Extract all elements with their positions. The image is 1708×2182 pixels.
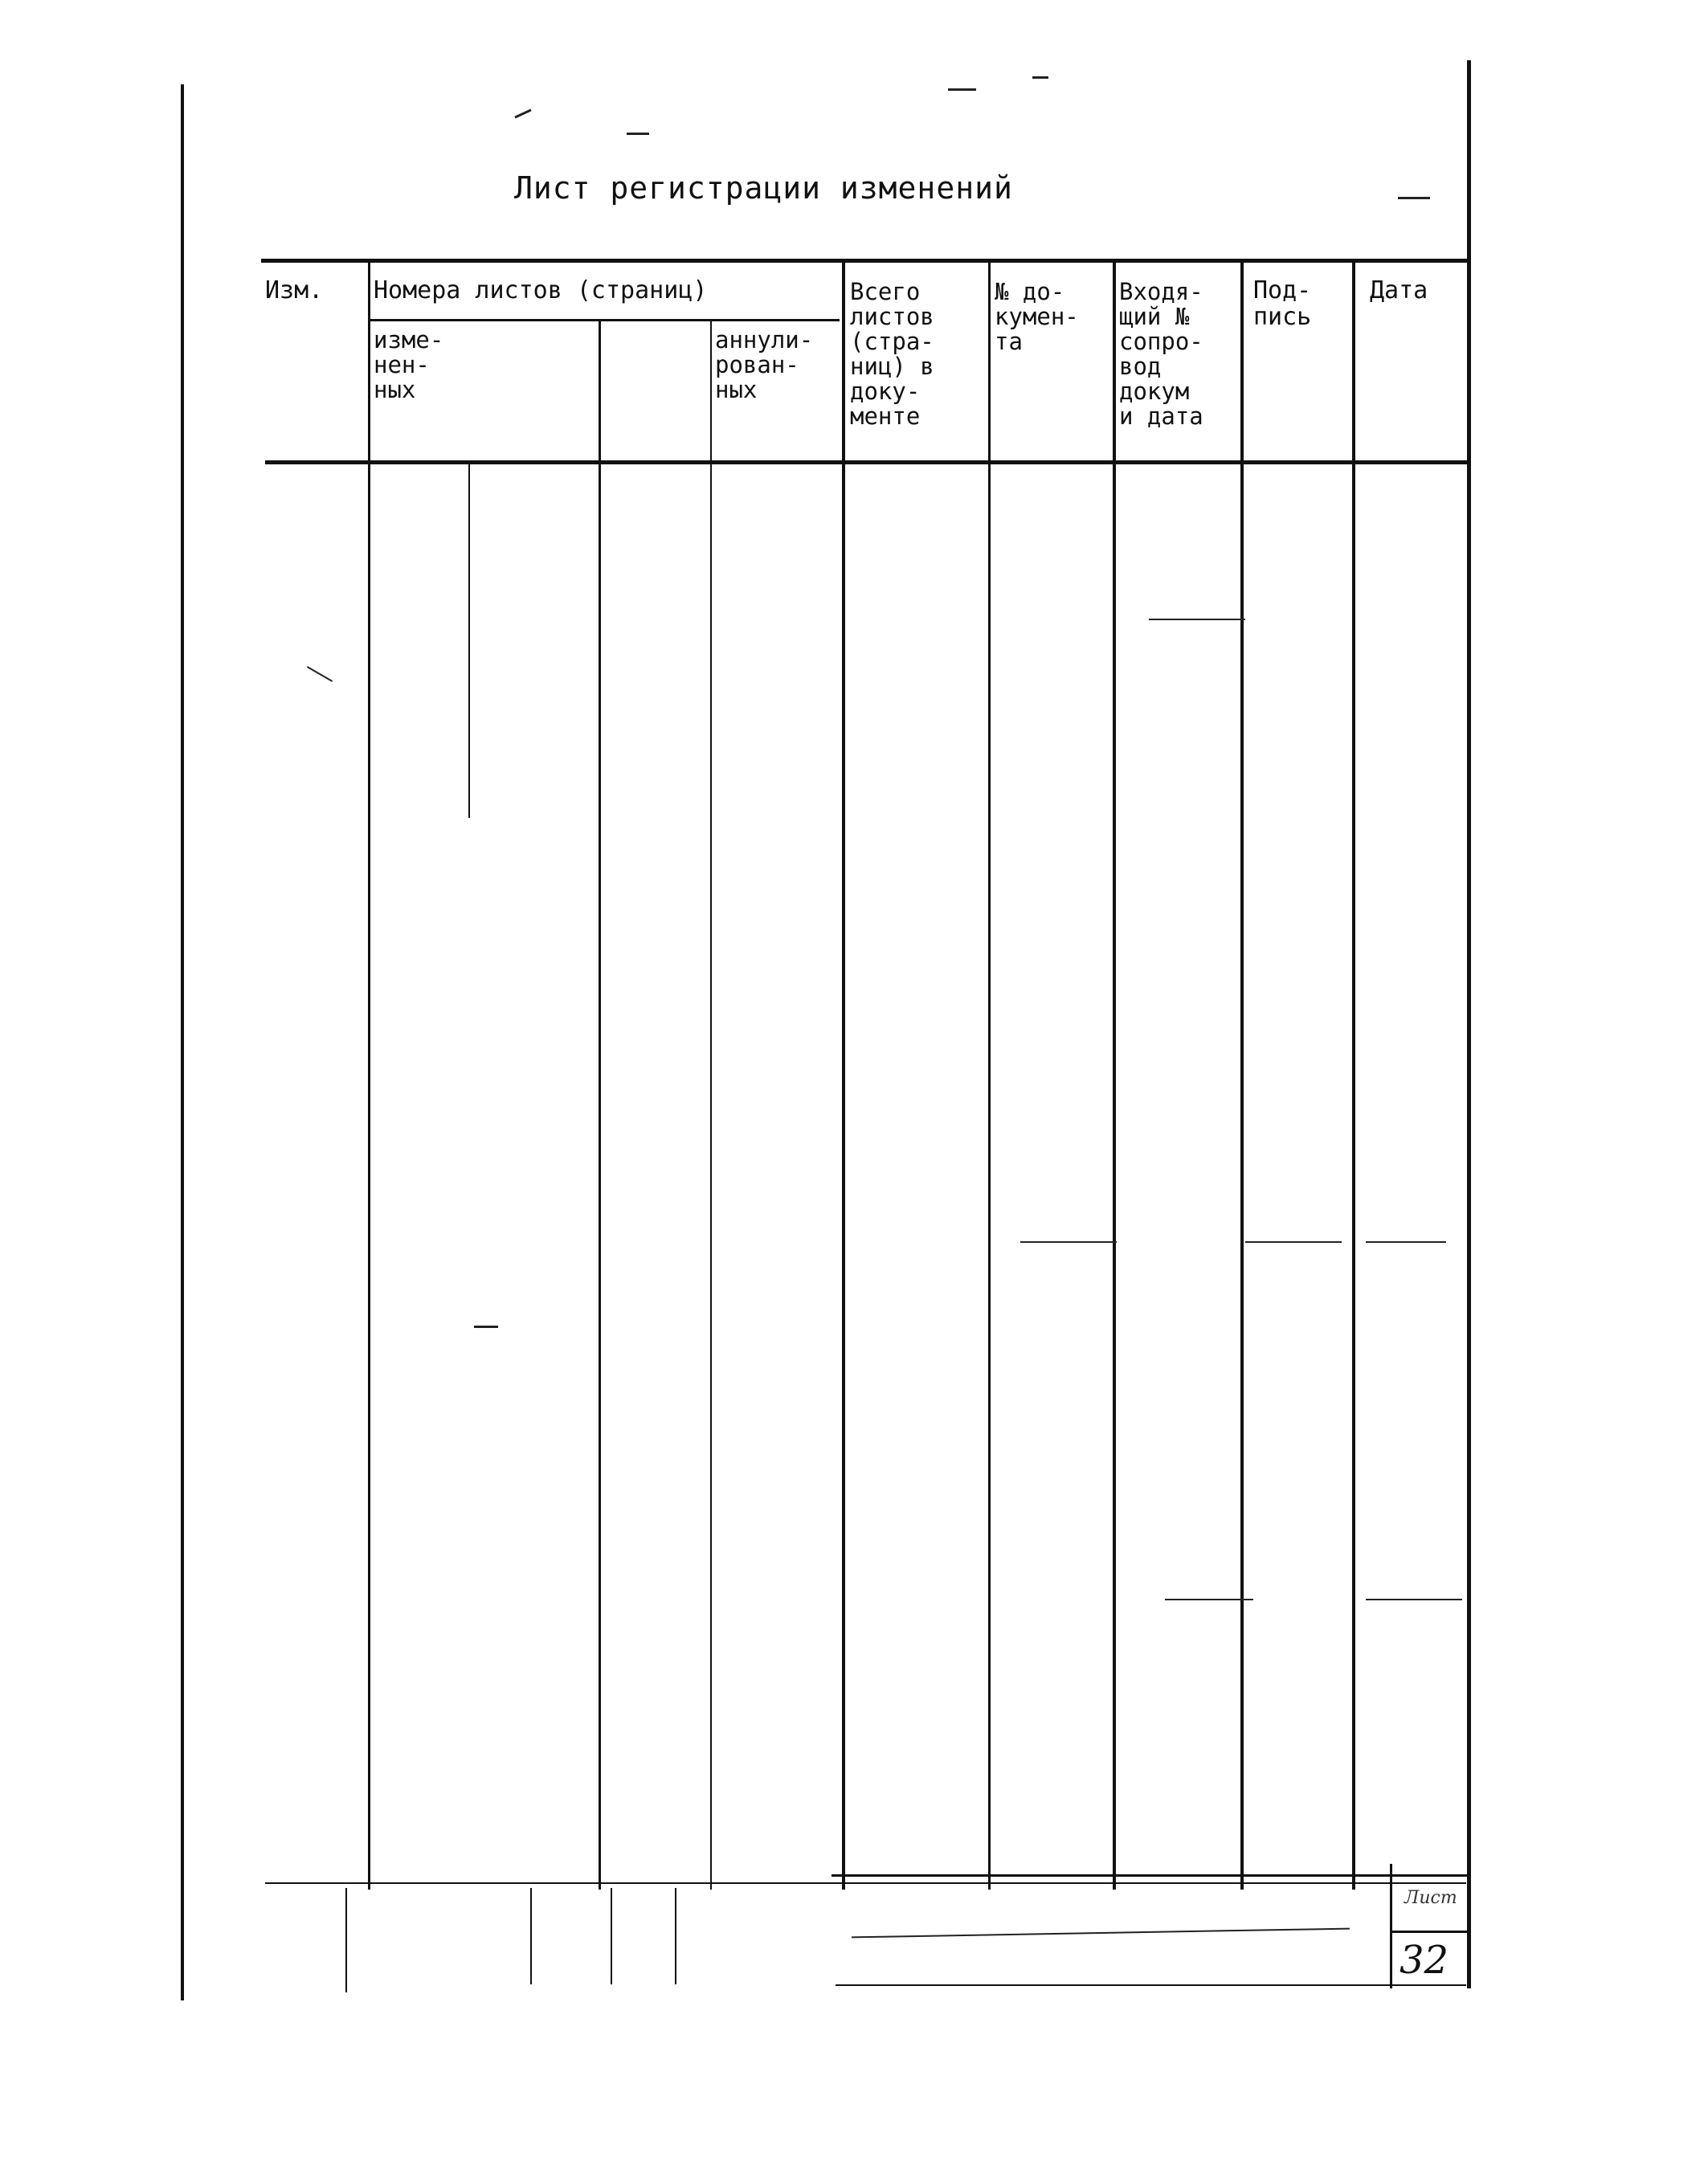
scan-speck (1165, 1599, 1253, 1600)
col-divider-1a (468, 464, 470, 818)
stamp-divider-d (675, 1888, 676, 1984)
scan-speck (1032, 76, 1048, 79)
header-bottom-border (265, 460, 1470, 464)
stamp-divider-c (611, 1888, 612, 1984)
scan-speck (1245, 1241, 1342, 1243)
col-divider-5 (1113, 259, 1116, 1890)
stamp-bottom-line (836, 1984, 1466, 1986)
table-top-border (261, 259, 1470, 263)
scan-speck (948, 88, 976, 91)
stamp-top-line (265, 1882, 1466, 1884)
stamp-page-cell-line (1390, 1931, 1467, 1933)
header-vsego-listov: Всего листов (стра- ниц) в доку- менте (850, 278, 934, 430)
scan-speck (1398, 197, 1430, 199)
header-nomera-listov: Номера листов (страниц) (374, 276, 708, 304)
col-divider-1 (368, 259, 370, 1890)
stamp-divider-e (1390, 1864, 1392, 1988)
table-bottom-border (832, 1874, 1470, 1877)
header-annulirovannyh: аннули- рован- ных (715, 326, 814, 403)
col-divider-2a (710, 319, 712, 1890)
scan-speck (1366, 1599, 1462, 1600)
stamp-divider-a (345, 1888, 347, 1992)
scan-speck (307, 666, 333, 682)
header-data: Дата (1370, 276, 1428, 304)
subheader-divider (370, 319, 840, 321)
scan-speck (514, 108, 531, 118)
page-frame-right (1467, 60, 1471, 1988)
scan-speck (474, 1326, 498, 1328)
col-divider-6 (1240, 259, 1244, 1890)
stamp-divider-b (530, 1888, 532, 1984)
col-divider-4 (988, 259, 991, 1890)
page-frame-left (181, 84, 184, 2000)
scan-speck (852, 1928, 1350, 1939)
col-divider-7 (1352, 259, 1355, 1890)
scan-speck (1149, 619, 1245, 620)
scan-speck (627, 133, 649, 135)
header-izm: Изм. (265, 276, 324, 304)
header-izmenennyh: изме- нен- ных (374, 326, 444, 403)
header-podpis: Под- пись (1253, 276, 1312, 331)
page-title: Лист регистрации изменений (514, 170, 1013, 206)
col-divider-3 (842, 259, 845, 1890)
page-number: 32 (1399, 1938, 1449, 1983)
header-nomer-dokumenta: № до- кумен- та (995, 278, 1079, 355)
header-vhodyashchiy: Входя- щий № сопро- вод докум и дата (1119, 278, 1203, 430)
col-divider-2 (599, 319, 601, 1890)
sheet-label: Лист (1404, 1888, 1457, 1908)
scan-speck (1020, 1241, 1117, 1243)
scan-speck (1366, 1241, 1446, 1243)
